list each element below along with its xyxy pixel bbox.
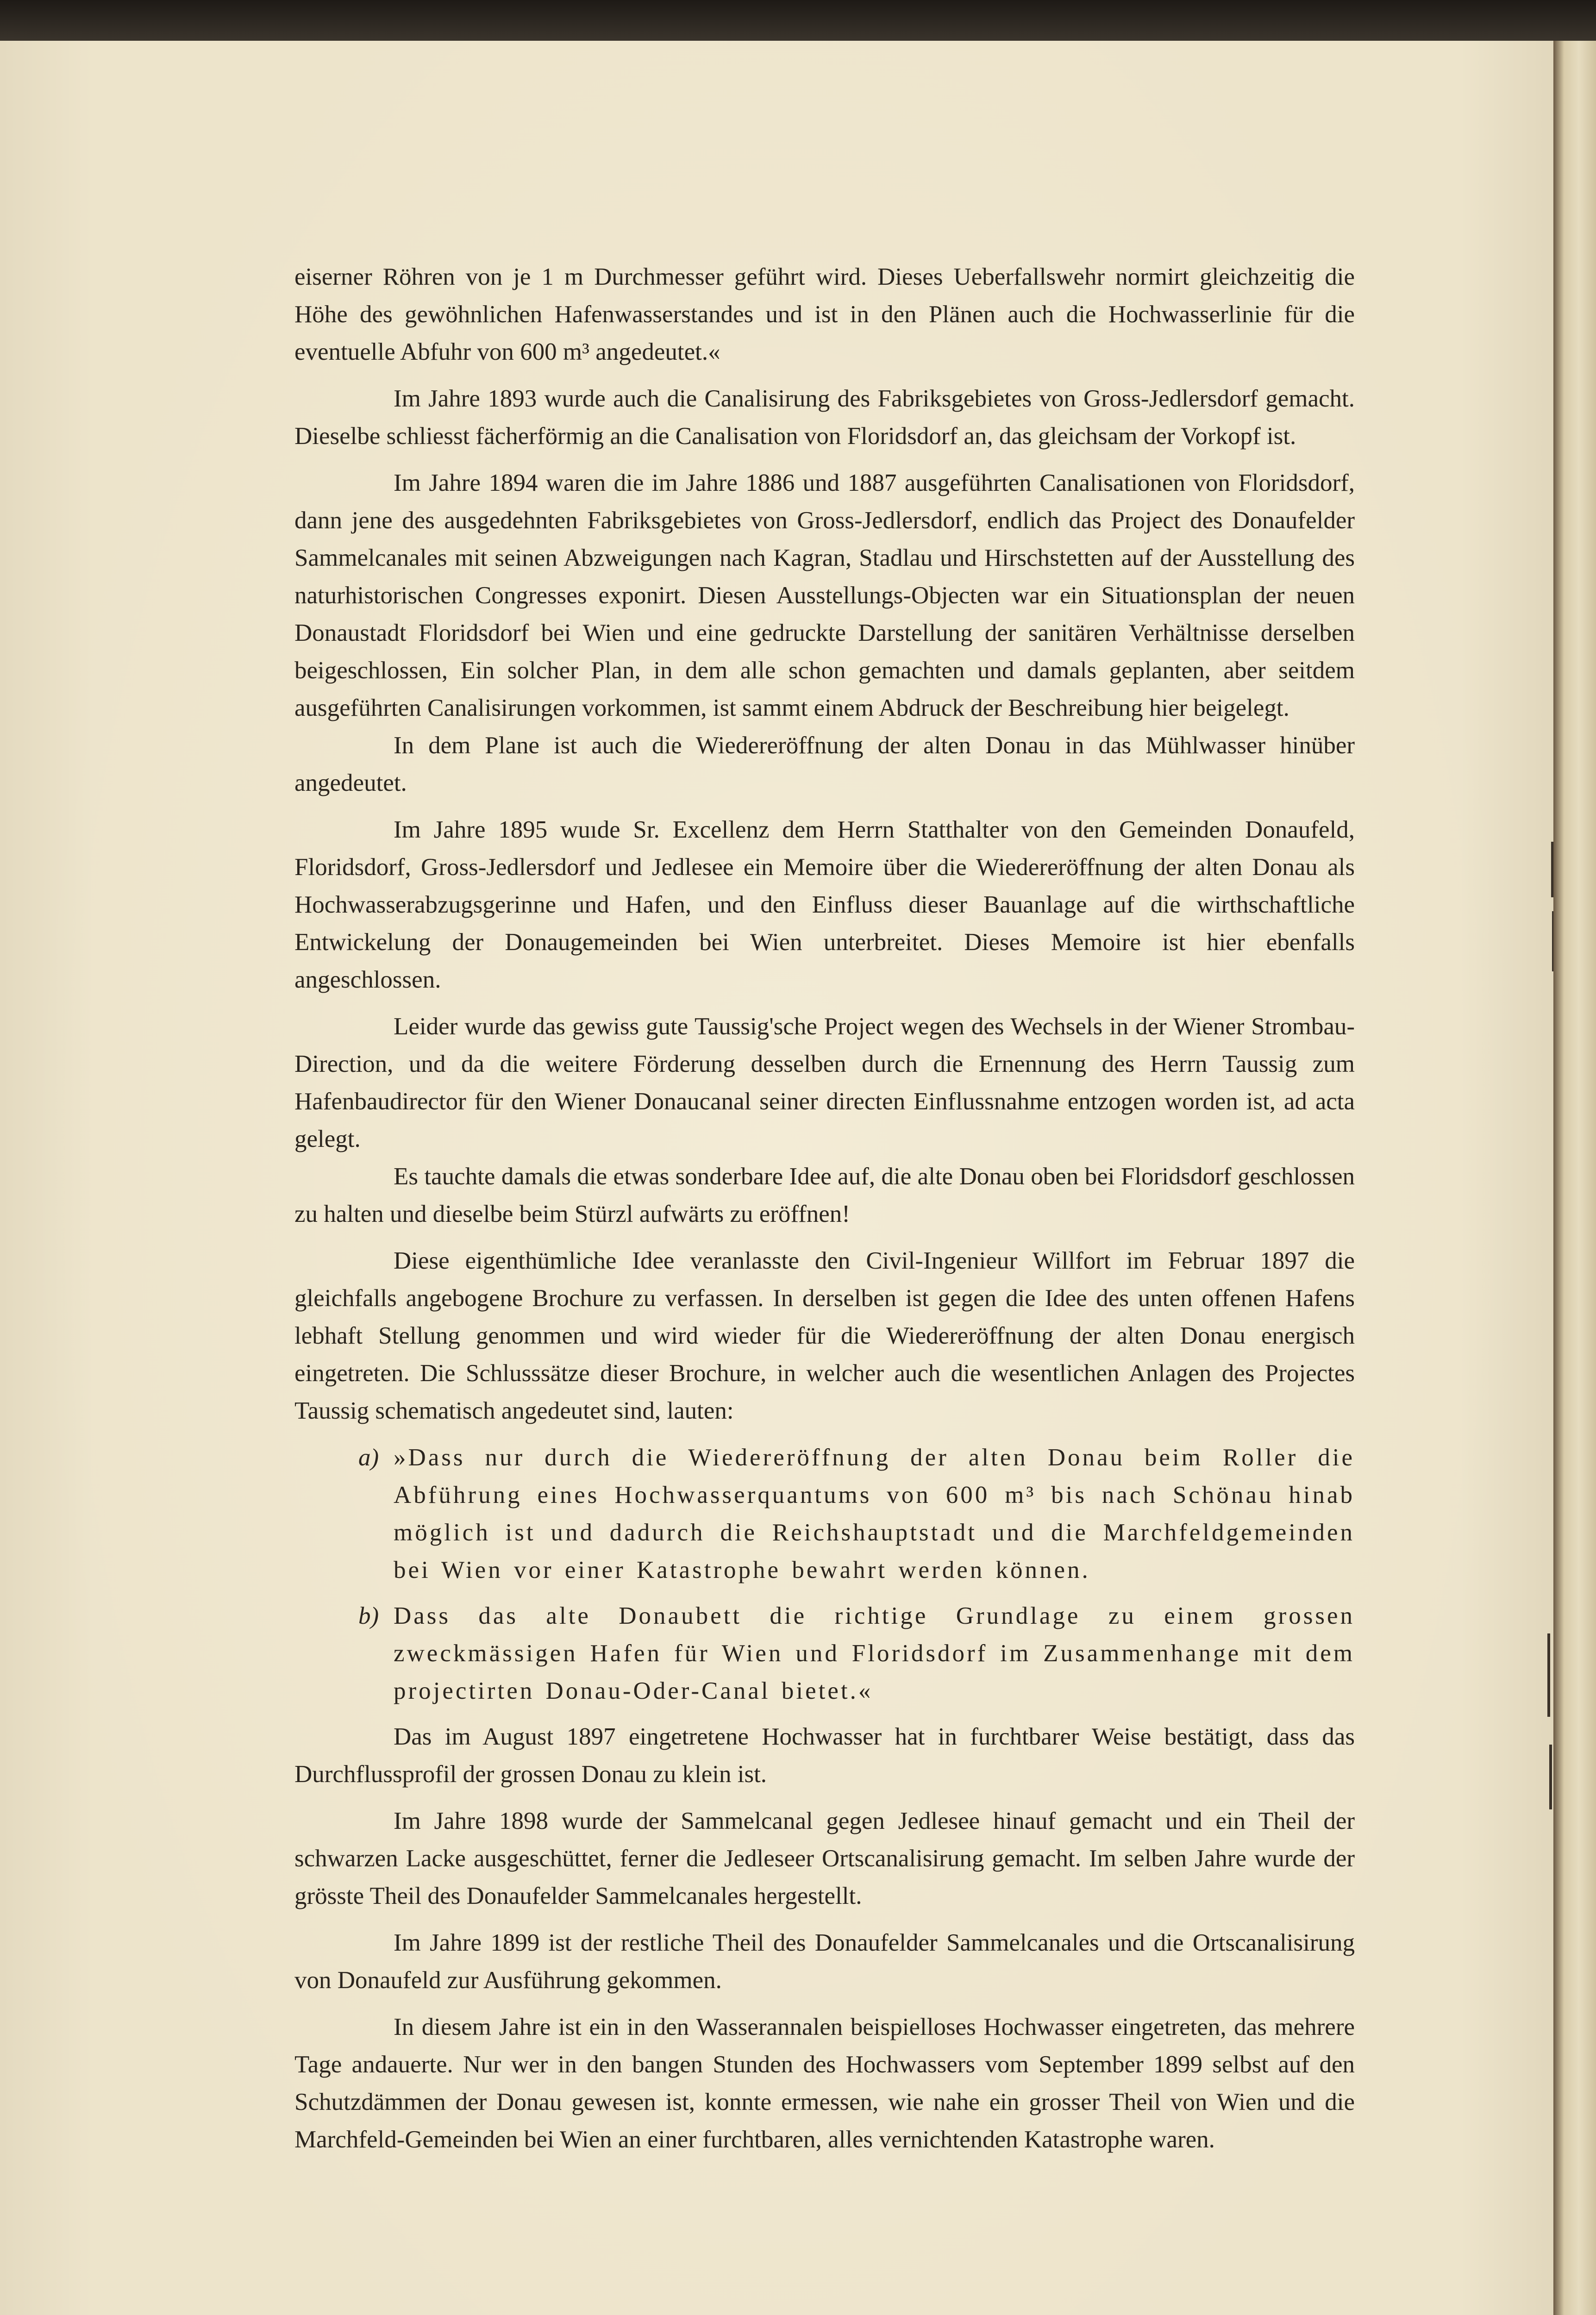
paragraph: eiserner Röhren von je 1 m Durchmesser geführt wird. Dieses Ueberfallswehr normirt gleichzeitig die Höhe des gewöhnlichen Hafenwasserstandes und ist in den Plänen auch die Hochwasserlinie für die eventuelle Abfuhr von 600 m³ angedeutet.« [294, 263, 1355, 365]
paragraph: Im Jahre 1898 wurde der Sammelcanal gegen Jedlesee hinauf gemacht und ein Theil der schwarzen Lacke ausgeschüttet, ferner die Jedleseer Ortscanalisirung gemacht. Im selben Jahre wurde der grösste Theil des Donaufelder Sammelcanales hergestellt. [294, 1808, 1355, 1909]
body-text [294, 258, 1355, 2168]
paragraph: In diesem Jahre ist ein in den Wasserannalen beispielloses Hochwasser eingetreten, das mehrere Tage andauerte. Nur wer in den bangen Stunden des Hochwassers vom September 1899 selbst auf den Schutzdämmen der Donau gewesen ist, konnte ermessen, wie nahe ein grosser Theil von Wien und die Marchfeld-Gemeinden bei Wien an einer furchtbaren, alles vernichtenden Katastrophe waren. [294, 2014, 1355, 2153]
paragraph: In dem Plane ist auch die Wiedereröffnung der alten Donau in das Mühlwasser hinüber angedeutet. [294, 732, 1355, 796]
paragraph: Das im August 1897 eingetretene Hochwasser hat in furchtbarer Weise bestätigt, dass das Durchflussprofil der grossen Donau zu klein ist. [294, 1723, 1355, 1788]
quoted-conclusion-a [294, 1439, 1355, 1589]
paragraph: Im Jahre 1894 waren die im Jahre 1886 und 1887 ausgeführten Canalisationen von Floridsdorf, dann jene des ausgedehnten Fabriksgebietes von Gross-Jedlersdorf, endlich das Project des Donaufelder Sammelcanales mit seinen Abzweigungen nach Kagran, Stadlau und Hirschstetten auf der Ausstellung des naturhistorischen Congresses exponirt. Diesen Ausstellungs-Objecten war ein Situationsplan der neuen Donaustadt Floridsdorf bei Wien und eine gedruckte Darstellung der sanitären Verhältnisse derselben beigeschlossen, Ein solcher Plan, in dem alle schon gemachten und damals geplanten, aber seitdem ausgeführten Canalisirungen vorkommen, ist sammt einem Abdruck der Beschreibung hier beigelegt. [294, 469, 1355, 721]
document-page [0, 41, 1553, 2315]
paragraph: Im Jahre 1893 wurde auch die Canalisirung des Fabriksgebietes von Gross-Jedlersdorf gemacht. Dieselbe schliesst fächerförmig an die Canalisation von Floridsdorf an, das gleichsam der Vorkopf ist. [294, 385, 1355, 450]
paragraph: Diese eigenthümliche Idee veranlasste den Civil-Ingenieur Willfort im Februar 1897 die gleichfalls angebogene Brochure zu verfassen. In derselben ist gegen die Idee des unten offenen Hafens lebhaft Stellung genommen und wird wieder für die Wiedereröffnung der alten Donau energisch eingetreten. Die Schlusssätze dieser Brochure, in welcher auch die wesentlichen Anlagen des Projectes Taussig schematisch angedeutet sind, lauten: [294, 1247, 1355, 1424]
paragraph: Es tauchte damals die etwas sonderbare Idee auf, die alte Donau oben bei Floridsdorf geschlossen zu halten und dieselbe beim Stürzl aufwärts zu eröffnen! [294, 1163, 1355, 1227]
paragraph: Im Jahre 1895 wuıde Sr. Excellenz dem Herrn Statthalter von den Gemeinden Donaufeld, Floridsdorf, Gross-Jedlersdorf und Jedlesee ein Memoire über die Wiedereröffnung der alten Donau als Hochwasserabzugsgerinne und Hafen, und den Einfluss dieser Bauanlage auf die wirthschaftliche Entwickelung der Donaugemeinden bei Wien unterbreitet. Dieses Memoire ist hier ebenfalls angeschlossen. [294, 816, 1355, 993]
quote-text: Dass das alte Donaubett die richtige Grundlage zu einem grossen zweckmässigen Hafen für Wien und Floridsdorf im Zusammenhange mit dem projectirten Donau-Oder-Canal bietet.« [394, 1602, 1355, 1704]
paragraph: Im Jahre 1899 ist der restliche Theil des Donaufelder Sammelcanales und die Ortscanalisirung von Donaufeld zur Ausführung gekommen. [294, 1929, 1355, 1994]
margin-mark [1547, 1633, 1550, 1717]
adjacent-page-edge [1553, 41, 1596, 2315]
margin-mark [1549, 1745, 1552, 1809]
paragraph: Leider wurde das gewiss gute Taussig'sche Project wegen des Wechsels in der Wiener Strombau-Direction, und da die weitere Förderung desselben durch die Ernennung des Herrn Taussig zum Hafenbaudirector für den Wiener Donaucanal seiner directen Einflussnahme entzogen worden ist, ad acta gelegt. [294, 1013, 1355, 1152]
quote-label: b) [358, 1602, 379, 1629]
quote-text: »Dass nur durch die Wiedereröffnung der alten Donau beim Roller die Abführung eines Hochwasserquantums von 600 m³ bis nach Schönau hinab möglich ist und dadurch die Reichshauptstadt und die Marchfeldgemeinden bei Wien vor einer Katastrophe bewahrt werden können. [394, 1444, 1355, 1583]
scanner-top-edge [0, 0, 1596, 43]
quote-label: a) [358, 1444, 379, 1471]
quoted-conclusion-b [294, 1597, 1355, 1710]
